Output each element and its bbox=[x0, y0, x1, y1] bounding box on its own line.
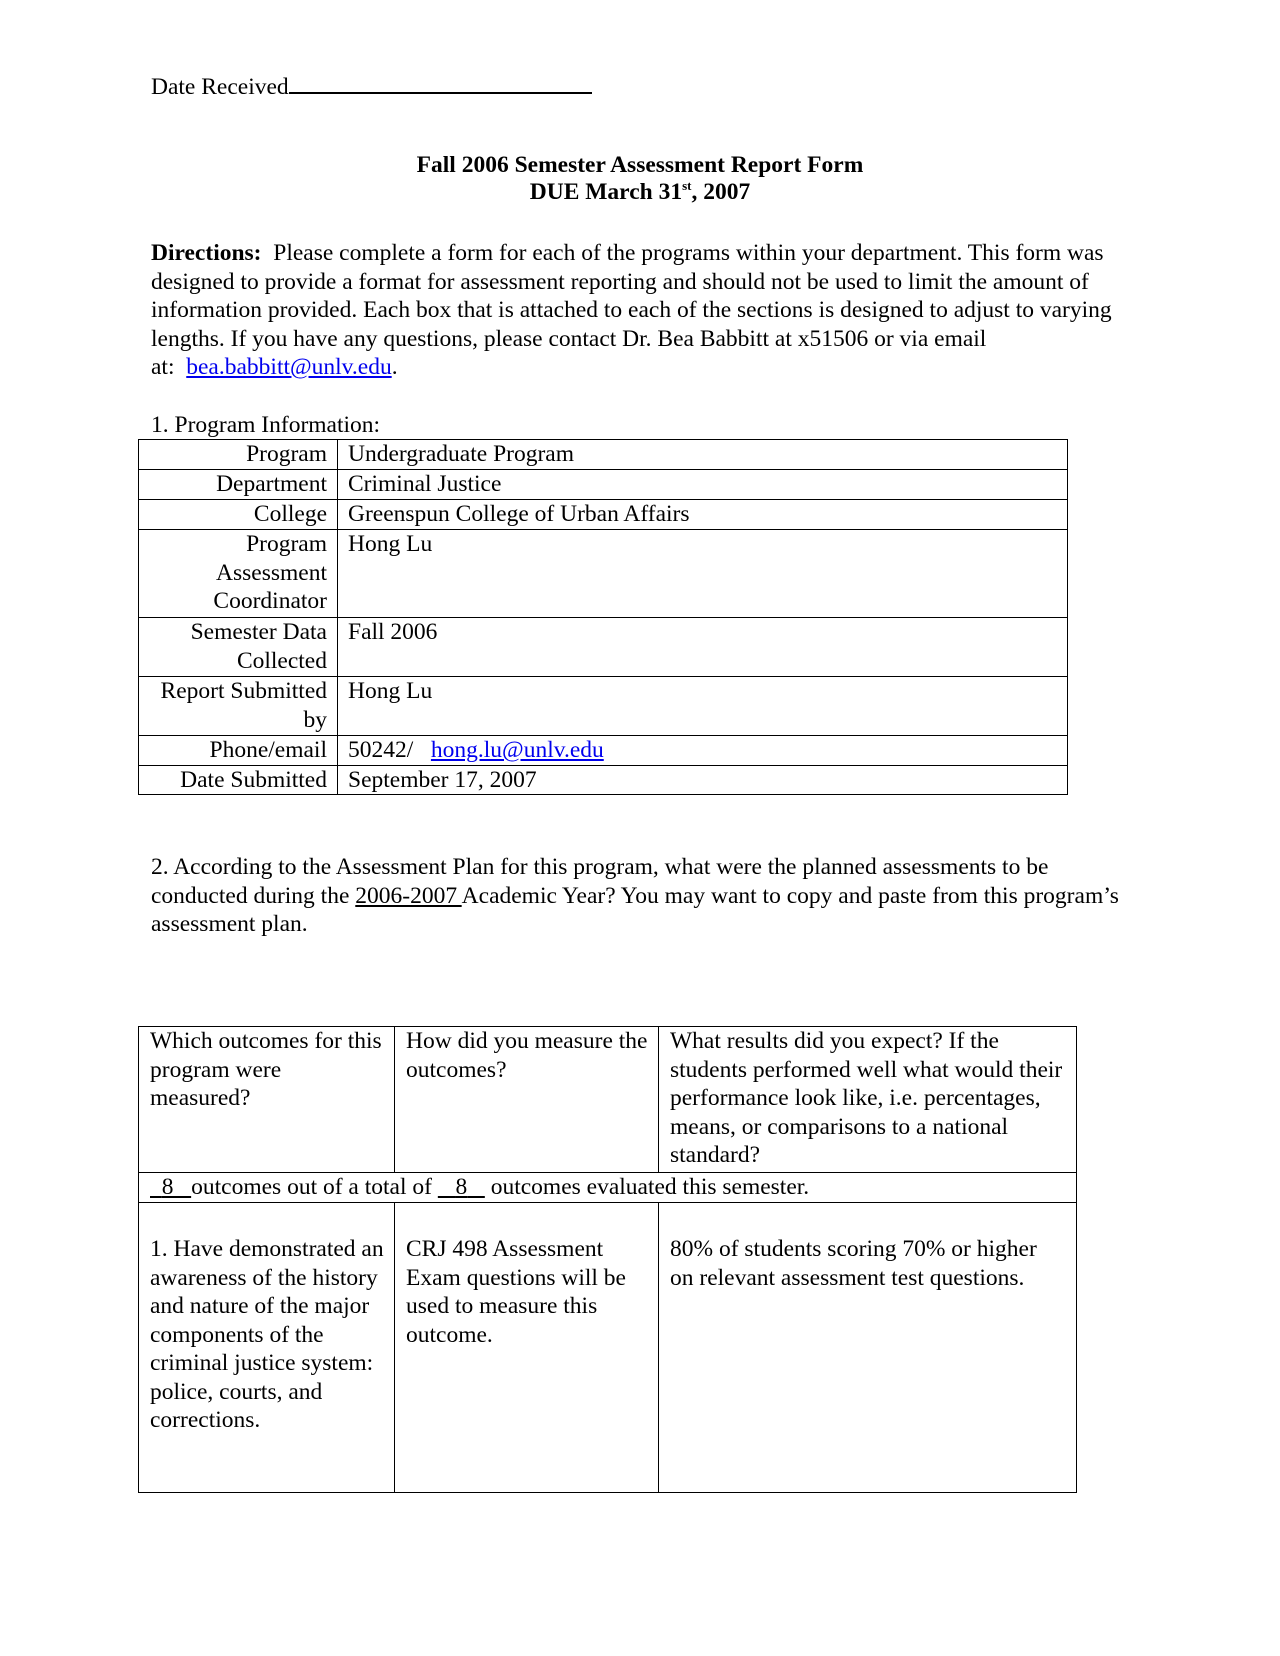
outcome-cell: 1. Have demonstrated an awareness of the history and nature of the major components of the criminal justice system: police, courts, and corrections. bbox=[139, 1203, 395, 1493]
due-date-text: DUE March 31 bbox=[529, 179, 683, 205]
program-info-label: Report Submitted by bbox=[139, 677, 338, 736]
section2-suffix: Academic Year? You may want to copy and paste from this program’s assessment plan. bbox=[151, 882, 1119, 937]
date-received-line[interactable] bbox=[289, 74, 592, 94]
date-submitted-label: Date Submitted bbox=[139, 765, 338, 795]
directions-email-link[interactable]: bea.babbitt@unlv.edu bbox=[186, 354, 392, 380]
form-due-date bbox=[0, 179, 1280, 206]
table-row bbox=[139, 530, 1068, 618]
directions bbox=[151, 239, 1141, 382]
count-total[interactable]: 8 bbox=[455, 1174, 468, 1200]
table-row bbox=[139, 1203, 1077, 1493]
due-date-suffix: st bbox=[682, 178, 692, 194]
section2-year: 2006-2007 bbox=[355, 882, 462, 909]
table-row bbox=[139, 736, 1068, 766]
program-info-table bbox=[138, 439, 1068, 795]
outcomes-summary bbox=[139, 1173, 1077, 1203]
date-submitted-value: September 17, 2007 bbox=[338, 765, 1068, 795]
date-received bbox=[151, 73, 592, 102]
outcomes-table bbox=[138, 1026, 1077, 1493]
table-row bbox=[139, 765, 1068, 795]
program-info-value: Hong Lu bbox=[338, 530, 1068, 618]
phone-email-value bbox=[338, 736, 1068, 766]
section2-question bbox=[151, 853, 1141, 939]
directions-label: Directions: bbox=[151, 240, 262, 266]
program-info-label: Semester Data Collected bbox=[139, 618, 338, 677]
summary-middle-text: outcomes out of a total of bbox=[191, 1174, 432, 1200]
outcomes-summary-row bbox=[139, 1173, 1077, 1203]
table-row bbox=[139, 618, 1068, 677]
program-email-link[interactable]: hong.lu@unlv.edu bbox=[430, 737, 604, 763]
table-row bbox=[139, 440, 1068, 470]
phone-value: 50242/ bbox=[348, 737, 414, 763]
program-info-label: Department bbox=[139, 470, 338, 500]
table-row bbox=[139, 677, 1068, 736]
expected-cell: 80% of students scoring 70% or higher on relevant assessment test questions. bbox=[659, 1203, 1077, 1493]
header-expected: What results did you expect? If the students performed well what would their performance look like, i.e. percentages, means, or comparisons to a national standard? bbox=[659, 1027, 1077, 1173]
program-info-value: Greenspun College of Urban Affairs bbox=[338, 500, 1068, 530]
table-row bbox=[139, 500, 1068, 530]
section1-heading: 1. Program Information: bbox=[151, 412, 381, 438]
program-info-value: Hong Lu bbox=[338, 677, 1068, 736]
program-info-value: Undergraduate Program bbox=[338, 440, 1068, 470]
directions-end: . bbox=[391, 354, 398, 380]
outcomes-header-row bbox=[139, 1027, 1077, 1173]
summary-end-text: outcomes evaluated this semester. bbox=[484, 1174, 810, 1200]
header-outcomes: Which outcomes for this program were measured? bbox=[139, 1027, 395, 1173]
form-title bbox=[0, 152, 1280, 206]
due-date-year: , 2007 bbox=[691, 179, 751, 205]
phone-email-label: Phone/email bbox=[139, 736, 338, 766]
program-info-label: Program Assessment Coordinator bbox=[139, 530, 338, 618]
header-measure: How did you measure the outcomes? bbox=[395, 1027, 659, 1173]
program-info-label: Program bbox=[139, 440, 338, 470]
section2-prefix: 2. According to the Assessment Plan for this program, what were the planned assessments to be conducted during the bbox=[151, 854, 1049, 909]
date-received-label: Date Received bbox=[151, 74, 289, 100]
directions-text: Please complete a form for each of the programs within your department. This form was designed to provide a format for assessment reporting and should not be used to limit the amount of information provided. Each box that is attached to each of the sections is designed to adjust to varying lengths. If you have any questions, please contact Dr. Bea Babbitt at x51506 or via email at: bbox=[151, 240, 1112, 380]
count-measured[interactable]: 8 bbox=[161, 1174, 174, 1200]
measure-cell: CRJ 498 Assessment Exam questions will be used to measure this outcome. bbox=[395, 1203, 659, 1493]
program-info-value: Fall 2006 bbox=[338, 618, 1068, 677]
program-info-label: College bbox=[139, 500, 338, 530]
form-title-line1: Fall 2006 Semester Assessment Report Form bbox=[416, 152, 864, 178]
program-info-value: Criminal Justice bbox=[338, 470, 1068, 500]
table-row bbox=[139, 470, 1068, 500]
